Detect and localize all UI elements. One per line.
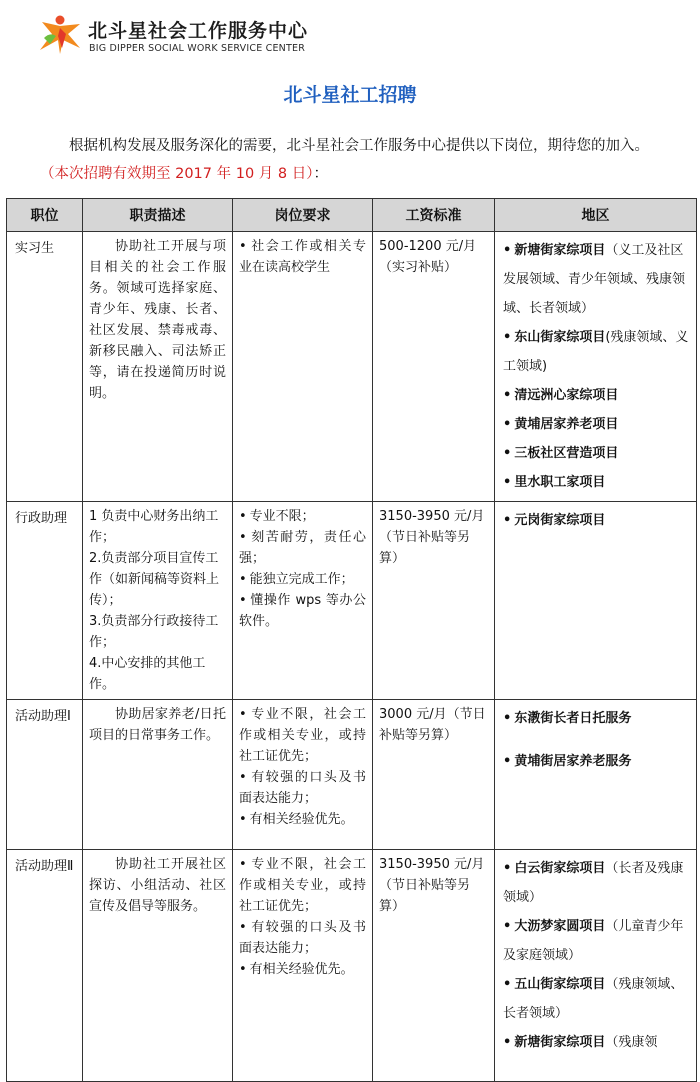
org-header (36, 10, 436, 56)
salary-cell: 3150-3950 元/月（节日补贴等另算） (373, 502, 495, 700)
region-item: • 黄埔居家养老项目 (503, 410, 692, 439)
requirements-cell (233, 502, 373, 700)
region-cell (495, 502, 697, 700)
duty-cell (83, 502, 233, 700)
region-cell (495, 850, 697, 1082)
intro-tail: ： (313, 166, 328, 182)
header-requirements: 岗位要求 (233, 199, 373, 232)
region-item: • 元岗街家综项目 (503, 506, 692, 535)
requirement-item: • 有较强的口头及书面表达能力； (239, 917, 366, 959)
duty-line: 3.负责部分行政接待工作； (89, 614, 219, 650)
intro-text: 根据机构发展及服务深化的需要，北斗星社会工作服务中心提供以下岗位，期待您的加入。 (69, 138, 649, 154)
position-cell: 活动助理Ⅱ (7, 850, 83, 1082)
requirement-item: • 懂操作 wps 等办公软件。 (239, 590, 366, 632)
validity-notice: （本次招聘有效期至 2017 年 10 月 8 日） (40, 166, 314, 182)
requirements-cell (233, 700, 373, 850)
table-row (7, 850, 697, 1082)
region-cell (495, 232, 697, 502)
salary-cell: 500-1200 元/月（实习补贴） (373, 232, 495, 502)
requirement-item: • 社会工作或相关专业在读高校学生 (239, 236, 366, 278)
table-row (7, 232, 697, 502)
requirement-item: • 能独立完成工作； (239, 569, 366, 590)
region-item: • 东漖街长者日托服务 (503, 704, 692, 733)
requirement-item: • 专业不限，社会工作或相关专业，或持社工证优先； (239, 704, 366, 767)
duty-line: 2.负责部分项目宣传工作（如新闻稿等资料上传）； (89, 551, 220, 608)
requirement-item: • 有相关经验优先。 (239, 959, 366, 980)
requirement-item: • 专业不限，社会工作或相关专业，或持社工证优先； (239, 854, 366, 917)
region-item: • 东山街家综项目(残康领域、义工领域) (503, 323, 692, 381)
job-table (6, 198, 697, 1082)
duty-cell (83, 232, 233, 502)
region-item: • 里水职工家项目 (503, 468, 692, 497)
region-item: • 五山街家综项目（残康领域、长者领域） (503, 970, 692, 1028)
region-item: • 新塘街家综项目（义工及社区发展领域、青少年领域、残康领域、长者领域） (503, 236, 692, 323)
org-name-en: BIG DIPPER SOCIAL WORK SERVICE CENTER (89, 43, 305, 54)
region-item: • 三板社区营造项目 (503, 439, 692, 468)
duty-line: 协助居家养老/日托项目的日常事务工作。 (89, 707, 226, 743)
salary-cell: 3000 元/月（节日补贴等另算） (373, 700, 495, 850)
duty-line: 协助社工开展与项目相关的社会工作服务。领域可选择家庭、青少年、残康、长者、社区发展、禁毒戒毒、新移民融入、司法矫正等，请在投递简历时说明。 (89, 239, 226, 401)
region-item: • 白云街家综项目（长者及残康领域） (503, 854, 692, 912)
requirement-item: • 有较强的口头及书面表达能力； (239, 767, 366, 809)
header-region: 地区 (495, 199, 697, 232)
duty-line: 1 负责中心财务出纳工作； (89, 509, 219, 545)
header-duty: 职责描述 (83, 199, 233, 232)
table-header-row (7, 199, 697, 232)
org-name-cn: 北斗星社会工作服务中心 (88, 20, 309, 42)
position-cell: 行政助理 (7, 502, 83, 700)
duty-line: 协助社工开展社区探访、小组活动、社区宣传及倡导等服务。 (89, 857, 226, 914)
duty-line: 4.中心安排的其他工作。 (89, 656, 206, 692)
region-item: • 新塘街家综项目（残康领 (503, 1028, 692, 1057)
position-cell: 实习生 (7, 232, 83, 502)
requirements-cell (233, 232, 373, 502)
salary-cell: 3150-3950 元/月（节日补贴等另算） (373, 850, 495, 1082)
header-salary: 工资标准 (373, 199, 495, 232)
intro-paragraph (40, 132, 665, 188)
region-item: • 清远洲心家综项目 (503, 381, 692, 410)
page-title: 北斗星社工招聘 (283, 84, 417, 106)
table-row (7, 502, 697, 700)
requirement-item: • 有相关经验优先。 (239, 809, 366, 830)
duty-cell (83, 850, 233, 1082)
region-cell (495, 700, 697, 850)
requirement-item: • 刻苦耐劳，责任心强； (239, 527, 366, 569)
position-cell: 活动助理Ⅰ (7, 700, 83, 850)
table-row (7, 700, 697, 850)
header-position: 职位 (7, 199, 83, 232)
requirements-cell (233, 850, 373, 1082)
duty-cell (83, 700, 233, 850)
region-item: • 黄埔街居家养老服务 (503, 747, 692, 776)
star-person-logo-icon (36, 14, 84, 56)
requirement-item: • 专业不限； (239, 506, 366, 527)
region-item: • 大沥梦家圆项目（儿童青少年及家庭领域） (503, 912, 692, 970)
